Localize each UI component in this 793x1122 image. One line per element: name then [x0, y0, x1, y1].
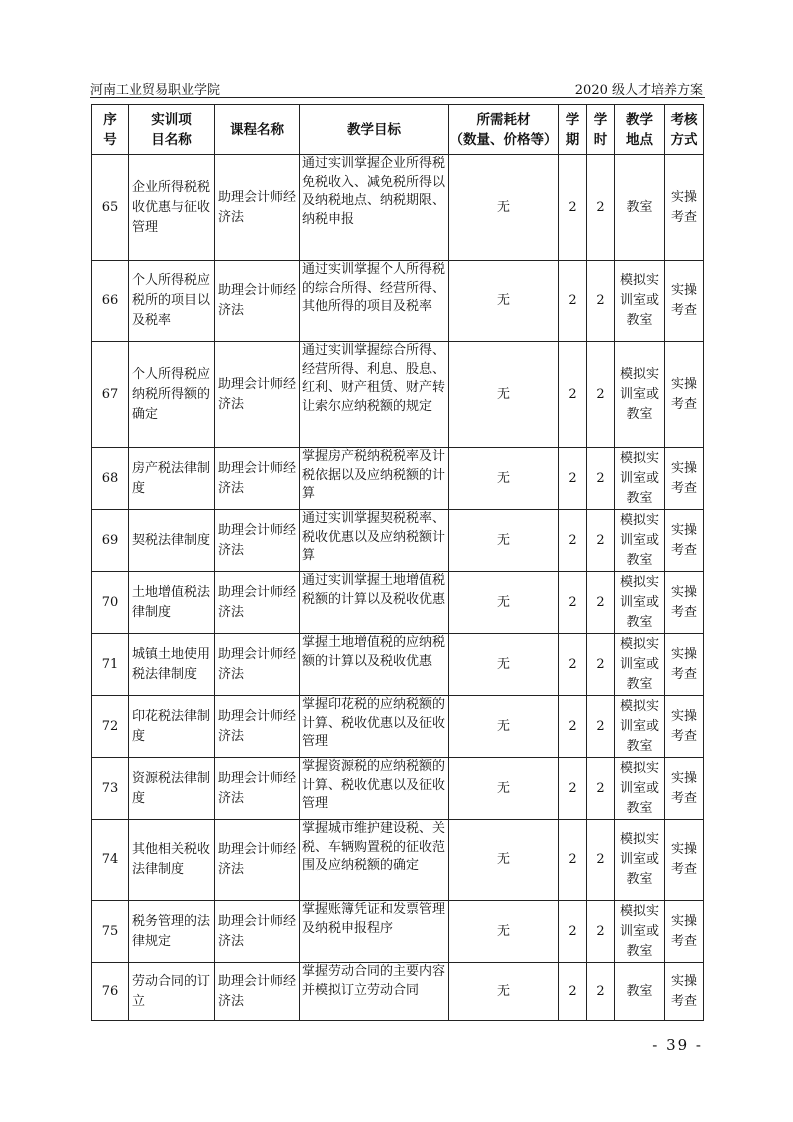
project-name-cell: 劳动合同的订立 [129, 963, 215, 1021]
course-name-cell: 助理会计师经济法 [215, 342, 300, 448]
location-cell: 模拟实训室或教室 [615, 901, 665, 963]
table-row [92, 758, 704, 820]
term-cell: 2 [559, 820, 587, 901]
col-course-header: 课程名称 [215, 105, 300, 155]
project-name-cell: 个人所得税应税所的项目以及税率 [129, 261, 215, 342]
location-cell: 模拟实训室或教室 [615, 820, 665, 901]
col-location-header: 教学 地点 [615, 105, 665, 155]
term-cell: 2 [559, 901, 587, 963]
teaching-goal-cell: 掌握城市维护建设税、关税、车辆购置税的征收范围及应纳税额的确定 [300, 820, 449, 901]
materials-cell: 无 [449, 155, 559, 261]
training-table [91, 104, 704, 1021]
hours-cell: 2 [587, 572, 615, 634]
materials-cell: 无 [449, 758, 559, 820]
row-number-cell: 76 [92, 963, 129, 1021]
term-cell: 2 [559, 634, 587, 696]
project-name-cell: 土地增值税法律制度 [129, 572, 215, 634]
page-number: - 39 - [652, 1036, 703, 1054]
course-name-cell: 助理会计师经济法 [215, 155, 300, 261]
hours-cell: 2 [587, 634, 615, 696]
row-number-cell: 69 [92, 510, 129, 572]
teaching-goal-cell: 通过实训掌握企业所得税免税收入、减免税所得以及纳税地点、纳税期限、纳税申报 [300, 155, 449, 261]
hours-cell: 2 [587, 696, 615, 758]
materials-cell: 无 [449, 572, 559, 634]
col-term-header: 学 期 [559, 105, 587, 155]
hours-cell: 2 [587, 820, 615, 901]
row-number-cell: 71 [92, 634, 129, 696]
col-hours-header: 学 时 [587, 105, 615, 155]
project-name-cell: 企业所得税税收优惠与征收管理 [129, 155, 215, 261]
course-name-cell: 助理会计师经济法 [215, 963, 300, 1021]
teaching-goal-cell: 掌握劳动合同的主要内容并模拟订立劳动合同 [300, 963, 449, 1021]
course-name-cell: 助理会计师经济法 [215, 820, 300, 901]
project-name-cell: 其他相关税收法律制度 [129, 820, 215, 901]
col-goal-header: 教学目标 [300, 105, 449, 155]
row-number-cell: 75 [92, 901, 129, 963]
location-cell: 模拟实训室或教室 [615, 342, 665, 448]
project-name-cell: 契税法律制度 [129, 510, 215, 572]
teaching-goal-cell: 通过实训掌握契税税率、税收优惠以及应纳税额计算 [300, 510, 449, 572]
course-name-cell: 助理会计师经济法 [215, 634, 300, 696]
table-row [92, 510, 704, 572]
materials-cell: 无 [449, 448, 559, 510]
exam-method-cell: 实操考查 [665, 261, 704, 342]
exam-method-cell: 实操考查 [665, 342, 704, 448]
row-number-cell: 72 [92, 696, 129, 758]
project-name-cell: 城镇土地使用税法律制度 [129, 634, 215, 696]
row-number-cell: 68 [92, 448, 129, 510]
exam-method-cell: 实操考查 [665, 901, 704, 963]
location-cell: 模拟实训室或教室 [615, 572, 665, 634]
location-cell: 教室 [615, 155, 665, 261]
project-name-cell: 个人所得税应纳税所得额的确定 [129, 342, 215, 448]
hours-cell: 2 [587, 758, 615, 820]
row-number-cell: 70 [92, 572, 129, 634]
table-row [92, 448, 704, 510]
table-row [92, 572, 704, 634]
project-name-cell: 资源税法律制度 [129, 758, 215, 820]
term-cell: 2 [559, 758, 587, 820]
table-row [92, 820, 704, 901]
hours-cell: 2 [587, 963, 615, 1021]
table-header-row [92, 105, 704, 155]
materials-cell: 无 [449, 342, 559, 448]
teaching-goal-cell: 掌握房产税纳税税率及计税依据以及应纳税额的计算 [300, 448, 449, 510]
table-row [92, 261, 704, 342]
hours-cell: 2 [587, 510, 615, 572]
location-cell: 模拟实训室或教室 [615, 634, 665, 696]
exam-method-cell: 实操考查 [665, 963, 704, 1021]
table-row [92, 342, 704, 448]
materials-cell: 无 [449, 634, 559, 696]
hours-cell: 2 [587, 261, 615, 342]
term-cell: 2 [559, 155, 587, 261]
exam-method-cell: 实操考查 [665, 696, 704, 758]
hours-cell: 2 [587, 342, 615, 448]
col-seq-header: 序 号 [92, 105, 129, 155]
row-number-cell: 66 [92, 261, 129, 342]
location-cell: 模拟实训室或教室 [615, 261, 665, 342]
term-cell: 2 [559, 342, 587, 448]
teaching-goal-cell: 掌握资源税的应纳税额的计算、税收优惠以及征收管理 [300, 758, 449, 820]
exam-method-cell: 实操考查 [665, 155, 704, 261]
term-cell: 2 [559, 510, 587, 572]
project-name-cell: 税务管理的法律规定 [129, 901, 215, 963]
teaching-goal-cell: 掌握账簿凭证和发票管理及纳税申报程序 [300, 901, 449, 963]
exam-method-cell: 实操考查 [665, 510, 704, 572]
col-materials-header: 所需耗材 （数量、价格等） [449, 105, 559, 155]
teaching-goal-cell: 掌握印花税的应纳税额的计算、税收优惠以及征收管理 [300, 696, 449, 758]
course-name-cell: 助理会计师经济法 [215, 510, 300, 572]
course-name-cell: 助理会计师经济法 [215, 261, 300, 342]
location-cell: 模拟实训室或教室 [615, 758, 665, 820]
location-cell: 模拟实训室或教室 [615, 510, 665, 572]
header-school: 河南工业贸易职业学院 [90, 83, 221, 98]
term-cell: 2 [559, 261, 587, 342]
exam-method-cell: 实操考查 [665, 758, 704, 820]
materials-cell: 无 [449, 510, 559, 572]
materials-cell: 无 [449, 261, 559, 342]
table-row [92, 634, 704, 696]
teaching-goal-cell: 掌握土地增值税的应纳税额的计算以及税收优惠 [300, 634, 449, 696]
exam-method-cell: 实操考查 [665, 448, 704, 510]
location-cell: 教室 [615, 963, 665, 1021]
exam-method-cell: 实操考查 [665, 634, 704, 696]
location-cell: 模拟实训室或教室 [615, 696, 665, 758]
hours-cell: 2 [587, 448, 615, 510]
table-row [92, 155, 704, 261]
project-name-cell: 印花税法律制度 [129, 696, 215, 758]
header-rule [90, 97, 705, 98]
row-number-cell: 67 [92, 342, 129, 448]
term-cell: 2 [559, 448, 587, 510]
hours-cell: 2 [587, 901, 615, 963]
project-name-cell: 房产税法律制度 [129, 448, 215, 510]
row-number-cell: 65 [92, 155, 129, 261]
materials-cell: 无 [449, 963, 559, 1021]
course-name-cell: 助理会计师经济法 [215, 901, 300, 963]
course-name-cell: 助理会计师经济法 [215, 758, 300, 820]
term-cell: 2 [559, 696, 587, 758]
location-cell: 模拟实训室或教室 [615, 448, 665, 510]
col-exam-header: 考核 方式 [665, 105, 704, 155]
row-number-cell: 74 [92, 820, 129, 901]
course-name-cell: 助理会计师经济法 [215, 572, 300, 634]
course-name-cell: 助理会计师经济法 [215, 696, 300, 758]
hours-cell: 2 [587, 155, 615, 261]
row-number-cell: 73 [92, 758, 129, 820]
materials-cell: 无 [449, 901, 559, 963]
term-cell: 2 [559, 572, 587, 634]
exam-method-cell: 实操考查 [665, 572, 704, 634]
course-name-cell: 助理会计师经济法 [215, 448, 300, 510]
header-program: 2020 级人才培养方案 [574, 83, 703, 98]
materials-cell: 无 [449, 820, 559, 901]
teaching-goal-cell: 通过实训掌握综合所得、经营所得、利息、股息、红利、财产租赁、财产转让索尔应纳税额的规定 [300, 342, 449, 448]
exam-method-cell: 实操考查 [665, 820, 704, 901]
teaching-goal-cell: 通过实训掌握土地增值税税额的计算以及税收优惠 [300, 572, 449, 634]
table-row [92, 696, 704, 758]
table-row [92, 963, 704, 1021]
term-cell: 2 [559, 963, 587, 1021]
table-row [92, 901, 704, 963]
materials-cell: 无 [449, 696, 559, 758]
col-project-header: 实训项 目名称 [129, 105, 215, 155]
teaching-goal-cell: 通过实训掌握个人所得税的综合所得、经营所得、其他所得的项目及税率 [300, 261, 449, 342]
